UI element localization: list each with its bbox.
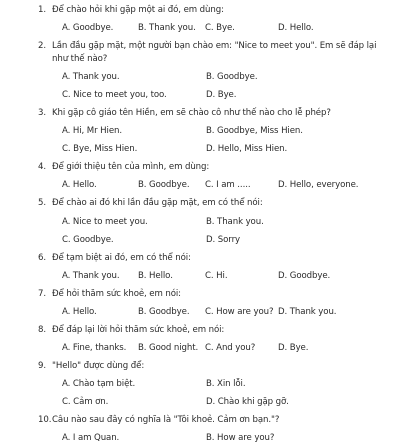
answer-option: A. Chào tạm biệt. [62, 379, 136, 390]
question-block [38, 4, 384, 34]
question-block [38, 197, 384, 245]
question-block [38, 40, 384, 101]
answer-option: B. Xin lỗi. [206, 379, 246, 390]
question-line [38, 4, 384, 17]
question-text: Câu nào sau đây có nghĩa là "Tôi khoẻ. Cảm ơn bạn."? [52, 415, 280, 426]
question-text: Để giới thiệu tên của mình, em dùng: [52, 162, 210, 173]
options-row [38, 234, 384, 246]
answer-option: B. Thank you. [138, 23, 196, 34]
question-number: 3. [38, 107, 46, 118]
question-line [38, 288, 384, 301]
answer-option: B. Goodbye. [138, 306, 190, 317]
answer-option: D. Hello, Miss Hien. [206, 144, 288, 155]
question-number: 2. [38, 41, 46, 52]
question-text: Lần đầu gặp mặt, một người bạn chào em: "Nice to meet you". Em sẽ đáp lại như thế nào? [52, 41, 377, 64]
answer-option: A. Hi, Mr Hien. [62, 126, 122, 137]
question-number: 5. [38, 198, 46, 209]
question-line [38, 414, 384, 427]
question-block [38, 288, 384, 318]
question-block [38, 107, 384, 155]
options-row [38, 125, 384, 137]
answer-option: C. Bye, Miss Hien. [62, 144, 138, 155]
options-row [38, 432, 384, 444]
answer-option: C. Goodbye. [62, 234, 114, 245]
question-line [38, 252, 384, 265]
question-text: Để chào hỏi khi gặp một ai đó, em dùng: [52, 5, 224, 15]
answer-option: B. Thank you. [206, 216, 264, 227]
question-number: 6. [38, 252, 46, 263]
question-number: 8. [38, 324, 46, 335]
answer-option: C. And you? [205, 343, 256, 354]
answer-option: A. Thank you. [62, 71, 120, 82]
answer-option: C. I am ..... [205, 180, 251, 191]
answer-option: D. Bye. [206, 89, 237, 100]
options-row [38, 270, 384, 282]
answer-option: D. Chào khi gặp gỡ. [206, 397, 289, 408]
answer-option: B. Goodbye. [206, 71, 258, 82]
options-row [38, 22, 384, 34]
options-row [38, 396, 384, 408]
answer-option: A. Fine, thanks. [62, 343, 127, 354]
answer-option: B. Hello. [138, 270, 173, 281]
question-block [38, 414, 384, 444]
answer-option: C. Cảm ơn. [62, 397, 109, 408]
question-number: 1. [38, 5, 46, 15]
answer-option: B. Good night. [138, 343, 199, 354]
question-line [38, 161, 384, 174]
answer-option: D. Goodbye. [278, 270, 331, 281]
answer-option: B. Goodbye. [138, 180, 190, 191]
answer-option: A. Hello. [62, 306, 97, 317]
question-block [38, 252, 384, 282]
question-line [38, 324, 384, 337]
question-text: Để hỏi thăm sức khoẻ, em nói: [52, 288, 181, 299]
options-row [38, 179, 384, 191]
options-row [38, 71, 384, 83]
answer-option: A. I am Quan. [62, 433, 120, 444]
answer-option: A. Hello. [62, 180, 97, 191]
options-row [38, 306, 384, 318]
question-line [38, 107, 384, 120]
answer-option: D. Hello. [278, 23, 314, 34]
question-line [38, 360, 384, 373]
question-block [38, 360, 384, 408]
answer-option: D. Thank you. [278, 306, 337, 317]
options-row [38, 378, 384, 390]
answer-option: C. Bye. [205, 23, 235, 34]
options-row [38, 342, 384, 354]
answer-option: B. How are you? [206, 433, 275, 444]
answer-option: A. Thank you. [62, 270, 120, 281]
question-text: "Hello" được dùng để: [52, 361, 145, 372]
question-text: Để tạm biệt ai đó, em có thể nói: [52, 252, 191, 263]
answer-option: C. Nice to meet you, too. [62, 89, 167, 100]
answer-option: B. Goodbye, Miss Hien. [206, 126, 303, 137]
question-number: 7. [38, 288, 46, 299]
question-number: 9. [38, 361, 46, 372]
question-text: Để chào ai đó khi lần đầu gặp mặt, em có thể nói: [52, 198, 263, 209]
question-number: 10. [38, 415, 52, 426]
question-text: Để đáp lại lời hỏi thăm sức khoẻ, em nói: [52, 324, 225, 335]
answer-option: D. Sorry [206, 234, 240, 245]
question-line [38, 40, 384, 65]
answer-option: D. Hello, everyone. [278, 180, 359, 191]
question-text: Khi gặp cô giáo tên Hiền, em sẽ chào cô như thế nào cho lễ phép? [52, 107, 331, 118]
answer-option: D. Bye. [278, 343, 309, 354]
options-row [38, 89, 384, 101]
answer-option: A. Nice to meet you. [62, 216, 148, 227]
answer-option: C. How are you? [205, 306, 274, 317]
answer-option: A. Goodbye. [62, 23, 114, 34]
question-block [38, 161, 384, 191]
options-row [38, 143, 384, 155]
options-row [38, 216, 384, 228]
question-number: 4. [38, 162, 46, 173]
question-block [38, 324, 384, 354]
answer-option: C. Hi. [205, 270, 228, 281]
question-line [38, 197, 384, 210]
